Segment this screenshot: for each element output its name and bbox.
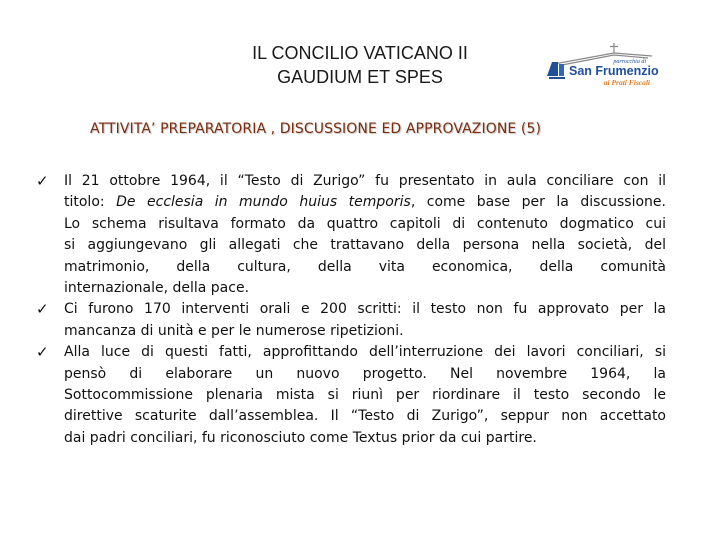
bullet-list [36, 171, 666, 449]
bullet-line: pensò di elaborare un nuovo progetto. Nel novembre 1964, la [64, 365, 666, 382]
bullet-line: direttive scaturite dall’assemblea. Il “Testo di Zurigo”, seppur non accettato [64, 408, 666, 425]
slide-title [170, 41, 550, 89]
checkmark-icon: ✓ [36, 300, 49, 319]
bullet-line: Lo schema risultava formato da quattro capitoli di contenuto dogmatico cui [64, 215, 666, 232]
bullet-line: Sottocommissione plenaria mista si riunì per riordinare il testo secondo le [64, 386, 666, 403]
text-segment: titolo: [64, 194, 117, 211]
bullet-line: dai padri conciliari, fu riconosciuto come Textus prior da cui partire. [64, 429, 537, 446]
title-line-1: IL CONCILIO VATICANO II [252, 43, 468, 63]
bullet-item [36, 342, 666, 449]
bullet-line: internazionale, della pace. [64, 279, 250, 296]
logo-name: San Frumenzio [569, 64, 659, 78]
text-segment: , come base per la discussione. [410, 194, 666, 211]
bullet-line: mancanza di unità e per le numerose ripetizioni. [64, 322, 404, 339]
checkmark-icon: ✓ [36, 343, 49, 362]
bullet-line: matrimonio, della cultura, della vita economica, della comunità [64, 258, 666, 275]
section-heading: ATTIVITA’ PREPARATORIA , DISCUSSIONE ED APPROVAZIONE (5) [90, 121, 542, 137]
bullet-line: si aggiungevano gli allegati che trattavano della persona nella società, del [64, 237, 666, 254]
church-building-icon [547, 62, 565, 79]
bullet-item [36, 299, 666, 342]
bullet-item [36, 171, 666, 299]
checkmark-icon: ✓ [36, 172, 49, 190]
italic-title: De ecclesia in mundo huius temporis [116, 194, 411, 211]
parish-logo [540, 42, 664, 92]
logo-bottom-text: ai Prati Fiscali [603, 78, 650, 87]
bullet-line [64, 192, 666, 213]
bullet-line: Ci furono 170 interventi orali e 200 scritti: il testo non fu approvato per la [64, 301, 666, 318]
logo-top-text: parrocchia di [613, 59, 646, 65]
bullet-line: Alla luce di questi fatti, approfittando dell’interruzione dei lavori conciliari, si [64, 344, 666, 361]
title-line-2: GAUDIUM ET SPES [277, 67, 443, 87]
bullet-line: Il 21 ottobre 1964, il “Testo di Zurigo” fu presentato in aula conciliare con il [64, 173, 666, 189]
